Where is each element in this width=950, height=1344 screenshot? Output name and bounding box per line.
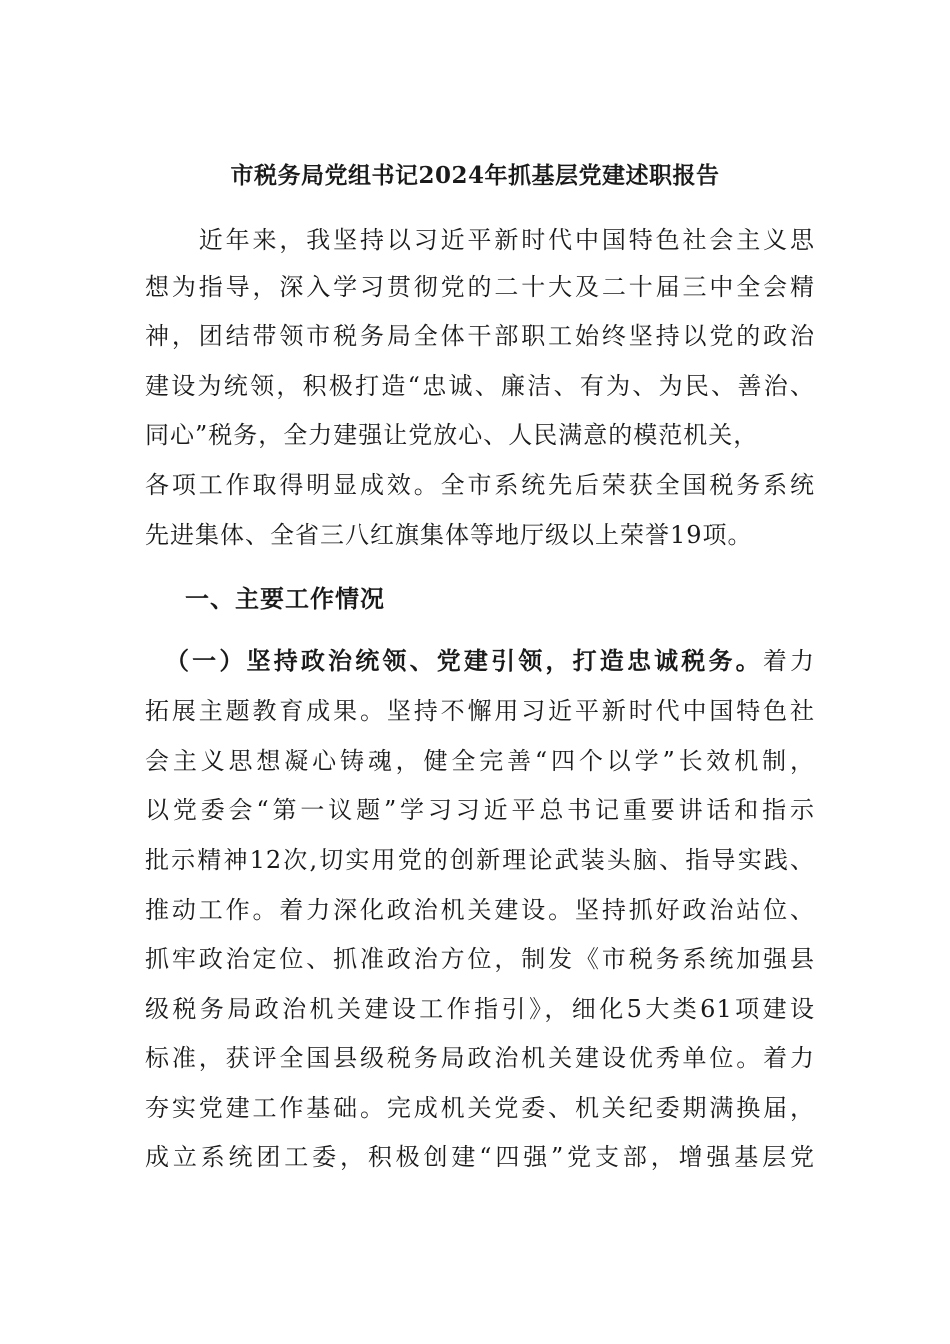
intro-line: 同心”税务，全力建强让党放心、人民满意的模范机关， xyxy=(145,421,759,449)
body-line: 抓牢政治定位、抓准政治方位，制发《市税务系统加强县 xyxy=(145,945,815,973)
intro-line: 想为指导，深入学习贯彻党的二十大及二十届三中全会精 xyxy=(145,273,815,301)
body-line: 拓展主题教育成果。坚持不懈用习近平新时代中国特色社 xyxy=(145,697,815,725)
subsection-lead-tail: 着力 xyxy=(762,647,816,675)
body-line: 级税务局政治机关建设工作指引》，细化5大类61项建设 xyxy=(145,995,815,1023)
body-line: 标准，获评全国县级税务局政治机关建设优秀单位。着力 xyxy=(145,1044,815,1072)
intro-line: 神，团结带领市税务局全体干部职工始终坚持以党的政治 xyxy=(145,322,815,350)
intro-line: 建设为统领，积极打造“忠诚、廉洁、有为、为民、善治、 xyxy=(145,372,815,400)
body-line: 以党委会“第一议题”学习习近平总书记重要讲话和指示 xyxy=(145,796,815,824)
subsection-first-line xyxy=(165,643,815,679)
body-line: 夯实党建工作基础。完成机关党委、机关纪委期满换届， xyxy=(145,1094,815,1122)
intro-line: 各项工作取得明显成效。全市系统先后荣获全国税务系统 xyxy=(145,471,815,499)
body-line: 推动工作。着力深化政治机关建设。坚持抓好政治站位、 xyxy=(145,896,815,924)
body-line: 批示精神12次,切实用党的创新理论武装头脑、指导实践、 xyxy=(145,846,815,874)
body-line: 会主义思想凝心铸魂，健全完善“四个以学”长效机制， xyxy=(145,747,815,775)
intro-line: 先进集体、全省三八红旗集体等地厅级以上荣誉19项。 xyxy=(145,521,753,549)
body-line: 成立系统团工委，积极创建“四强”党支部，增强基层党 xyxy=(145,1143,815,1171)
subsection-lead: （一）坚持政治统领、党建引领，打造忠诚税务。 xyxy=(165,646,763,675)
document-title: 市税务局党组书记2024年抓基层党建述职报告 xyxy=(230,162,720,189)
section-heading: 一、主要工作情况 xyxy=(185,584,385,613)
intro-line: 近年来，我坚持以习近平新时代中国特色社会主义思 xyxy=(145,226,815,254)
